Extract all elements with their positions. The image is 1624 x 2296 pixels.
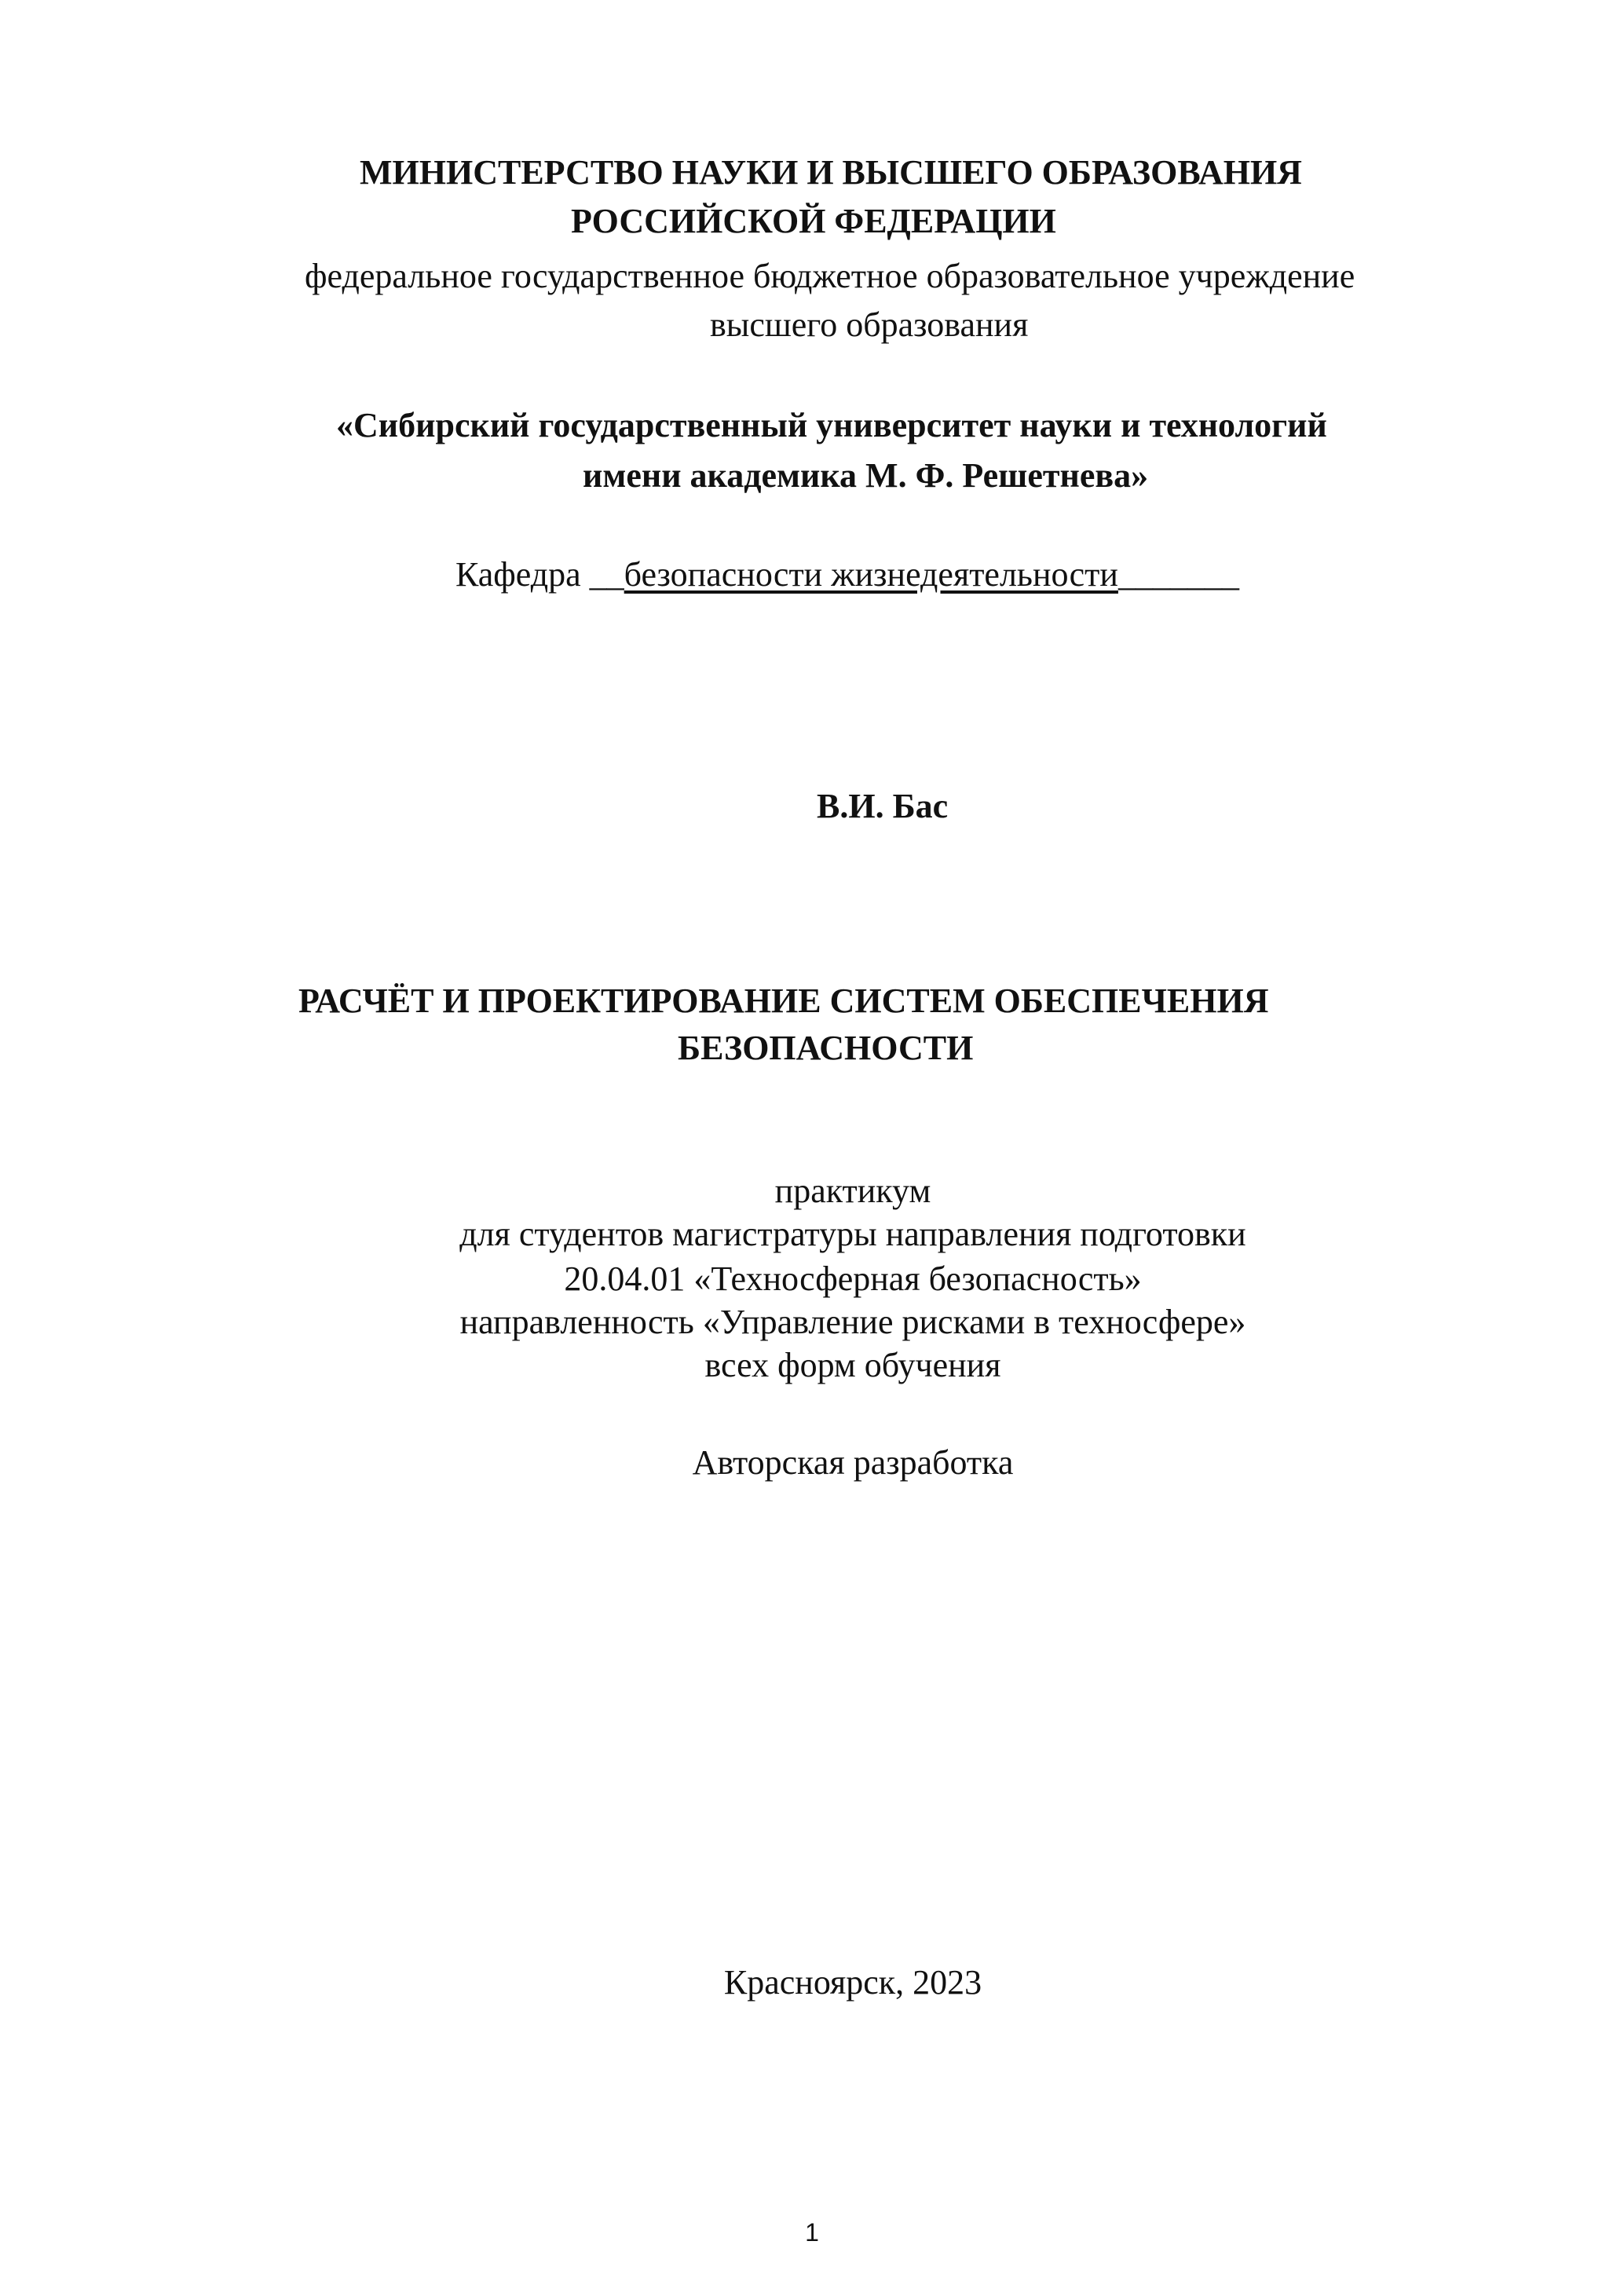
ministry-name-line-2: РОССИЙСКОЙ ФЕДЕРАЦИИ <box>571 202 1056 240</box>
page-number: 1 <box>805 2218 819 2247</box>
institution-type-line-2: высшего образования <box>710 305 1029 344</box>
author-name: В.И. Бас <box>817 787 949 825</box>
city-year: Красноярск, 2023 <box>723 1963 982 2002</box>
institution-type-line-1: федеральное государственное бюджетное образовательное учреждение <box>305 257 1355 295</box>
description-line-3: 20.04.01 «Техносферная безопасность» <box>564 1260 1142 1298</box>
description-line-4: направленность «Управление рисками в техносфере» <box>459 1303 1246 1341</box>
ministry-name-line-1: МИНИСТЕРСТВО НАУКИ И ВЫСШЕГО ОБРАЗОВАНИЯ <box>360 153 1302 192</box>
department-leading-blank: __ <box>589 555 624 594</box>
department-line <box>455 555 1239 595</box>
department-label: Кафедра <box>455 555 581 594</box>
department-trailing-blank: _______ <box>1117 555 1239 594</box>
description-line-2: для студентов магистратуры направления подготовки <box>459 1215 1246 1253</box>
university-name-line-1: «Сибирский государственный университет науки и технологий <box>336 406 1327 444</box>
document-title-line-2: БЕЗОПАСНОСТИ <box>678 1029 974 1067</box>
development-note: Авторская разработка <box>692 1443 1014 1482</box>
description-line-5: всех форм обучения <box>704 1346 1001 1384</box>
department-name: безопасности жизнедеятельности <box>624 555 1118 594</box>
university-name-line-2: имени академика М. Ф. Решетнева» <box>583 456 1149 495</box>
document-title-line-1: РАСЧЁТ И ПРОЕКТИРОВАНИЕ СИСТЕМ ОБЕСПЕЧЕНИЯ <box>298 982 1269 1020</box>
description-line-1: практикум <box>774 1172 931 1210</box>
